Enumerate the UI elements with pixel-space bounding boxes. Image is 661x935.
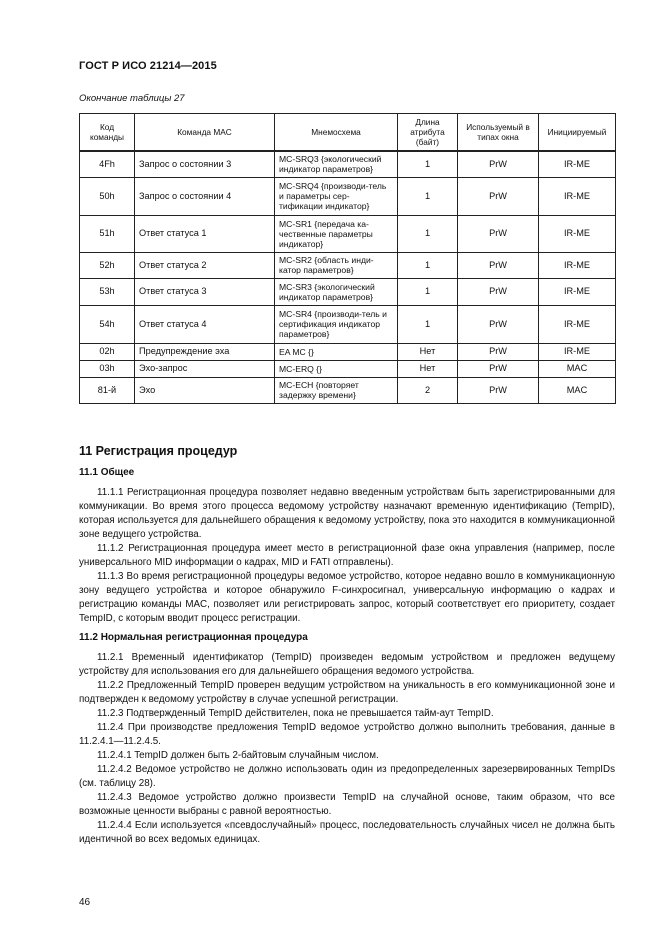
column-header-mnemonic: Мнемосхема	[275, 114, 398, 152]
table-row	[80, 305, 616, 343]
cell-mnemonic: MC-SR2 {область инди-катор параметров}	[275, 252, 398, 278]
table-caption: Окончание таблицы 27	[79, 93, 185, 104]
cell-mnemonic: MC-ERQ {}	[275, 360, 398, 377]
cell-window: PrW	[458, 215, 539, 252]
page-number: 46	[79, 897, 91, 908]
cell-mnemonic: MC-SR1 {передача ка-чественные параметры индикатор}	[275, 215, 398, 252]
cell-command: Эхо	[135, 377, 275, 403]
cell-mnemonic: EA MC {}	[275, 343, 398, 360]
cell-code: 81-й	[80, 377, 135, 403]
cell-window: PrW	[458, 343, 539, 360]
cell-initiated: IR-ME	[539, 252, 616, 278]
cell-code: 50h	[80, 177, 135, 215]
cell-command: Ответ статуса 1	[135, 215, 275, 252]
cell-initiated: IR-ME	[539, 215, 616, 252]
paragraph: 11.2.4.3 Ведомое устройство должно произвести TempID на случайной основе, таким образом, что все возможные ценности выбраны с равной вероятностью.	[79, 792, 615, 817]
document-header: ГОСТ Р ИСО 21214—2015	[79, 60, 217, 72]
cell-command: Запрос о состоянии 3	[135, 151, 275, 177]
cell-initiated: IR-ME	[539, 177, 616, 215]
cell-length: Нет	[398, 343, 458, 360]
paragraph: 11.2.1 Временный идентификатор (TempID) произведен ведомым устройством и предложен ведущему устройству для использования его для дальнейшего обращения ведомого устройства.	[79, 652, 615, 677]
cell-window: PrW	[458, 305, 539, 343]
column-header-length: Длина атрибута (байт)	[398, 114, 458, 152]
cell-window: PrW	[458, 377, 539, 403]
cell-window: PrW	[458, 177, 539, 215]
cell-command: Запрос о состоянии 4	[135, 177, 275, 215]
cell-initiated: IR-ME	[539, 305, 616, 343]
cell-initiated: IR-ME	[539, 278, 616, 305]
cell-code: 02h	[80, 343, 135, 360]
cell-length: 1	[398, 252, 458, 278]
cell-length: 1	[398, 177, 458, 215]
cell-mnemonic: MC-SRQ3 {экологический индикатор параметров}	[275, 151, 398, 177]
cell-initiated: MAC	[539, 377, 616, 403]
cell-code: 54h	[80, 305, 135, 343]
paragraph: 11.2.4.1 TempID должен быть 2-байтовым случайным числом.	[97, 750, 379, 761]
paragraph: 11.1.1 Регистрационная процедура позволяет недавно введенным устройствам быть зарегистрированными для коммуникации. Во время этого процесса ведомому устройству назначают временную идентификацию (TempID), которая используется для дальнейшего обращения к ведомому устройству, пока это находится в коммуникационной зоне ведущего устройства.	[79, 487, 615, 540]
section-11-2	[79, 631, 615, 847]
cell-mnemonic: MC-ECH {повторяет задержку времени}	[275, 377, 398, 403]
section-11-1	[79, 466, 615, 626]
paragraph: 11.2.3 Подтвержденный TempID действителен, пока не превышается тайм-аут TempID.	[97, 708, 494, 719]
table-row	[80, 177, 616, 215]
column-header-code: Код команды	[80, 114, 135, 152]
cell-window: PrW	[458, 151, 539, 177]
cell-window: PrW	[458, 252, 539, 278]
paragraph: 11.2.2 Предложенный TempID проверен ведущим устройством на уникальность в его коммуникационной зоне и подтвержден к ведомому устройству в случае успешной регистрации.	[79, 680, 615, 705]
cell-initiated: MAC	[539, 360, 616, 377]
section-11-title: 11 Регистрация процедур	[79, 444, 238, 458]
cell-command: Ответ статуса 2	[135, 252, 275, 278]
table-row	[80, 343, 616, 360]
cell-code: 4Fh	[80, 151, 135, 177]
mac-commands-table	[79, 113, 616, 404]
cell-length: 1	[398, 215, 458, 252]
column-header-initiated: Инициируемый	[539, 114, 616, 152]
paragraph: 11.1.3 Во время регистрационной процедуры ведомое устройство, которое недавно вошло в коммуникационную зону ведущего устройства и которое обнаружило F-синхросигнал, универсальную информацию о кадрах и регистрацию команды MAC, позволяет или регистрировать запрос, который соответствует его приоритету, создает TempID, с которым вводит процесс регистрации.	[79, 571, 615, 624]
paragraph: 11.2.4.2 Ведомое устройство не должно использовать один из предопределенных зарезервированных TempIDs (см. таблицу 28).	[79, 764, 615, 789]
cell-code: 51h	[80, 215, 135, 252]
section-11-1-title: 11.1 Общее	[79, 467, 135, 478]
column-header-window: Используемый в типах окна	[458, 114, 539, 152]
cell-length: 2	[398, 377, 458, 403]
cell-length: 1	[398, 151, 458, 177]
cell-code: 52h	[80, 252, 135, 278]
cell-initiated: IR-ME	[539, 343, 616, 360]
paragraph: 11.2.4.4 Если используется «псевдослучайный» процесс, последовательность случайных чисел не должна быть идентичной во всех ведомых единицах.	[79, 820, 615, 845]
cell-command: Ответ статуса 4	[135, 305, 275, 343]
cell-mnemonic: MC-SRQ4 {производи-тель и параметры сер-тификации индикатор}	[275, 177, 398, 215]
cell-length: 1	[398, 278, 458, 305]
column-header-command: Команда MAC	[135, 114, 275, 152]
cell-initiated: IR-ME	[539, 151, 616, 177]
cell-command: Эхо-запрос	[135, 360, 275, 377]
paragraph: 11.2.4 При производстве предложения TempID ведомое устройство должно выполнить требования, данные в 11.2.4.1—11.2.4.5.	[79, 722, 615, 747]
cell-code: 53h	[80, 278, 135, 305]
table-row	[80, 360, 616, 377]
cell-length: 1	[398, 305, 458, 343]
cell-command: Ответ статуса 3	[135, 278, 275, 305]
table-row	[80, 278, 616, 305]
cell-mnemonic: MC-SR3 {экологический индикатор параметров}	[275, 278, 398, 305]
cell-window: PrW	[458, 278, 539, 305]
paragraph: 11.1.2 Регистрационная процедура имеет место в регистрационной фазе окна управления (например, после универсального MID информации о кадрах, MID и FATI отправлены).	[79, 543, 615, 568]
cell-command: Предупреждение эха	[135, 343, 275, 360]
section-11	[79, 443, 615, 459]
cell-mnemonic: MC-SR4 {производи-тель и сертификация индикатор параметров}	[275, 305, 398, 343]
cell-code: 03h	[80, 360, 135, 377]
section-11-2-title: 11.2 Нормальная регистрационная процедура	[79, 632, 308, 643]
table-row	[80, 377, 616, 403]
table-row	[80, 215, 616, 252]
cell-length: Нет	[398, 360, 458, 377]
table-header-row	[80, 114, 616, 152]
cell-window: PrW	[458, 360, 539, 377]
table-row	[80, 252, 616, 278]
table-row	[80, 151, 616, 177]
